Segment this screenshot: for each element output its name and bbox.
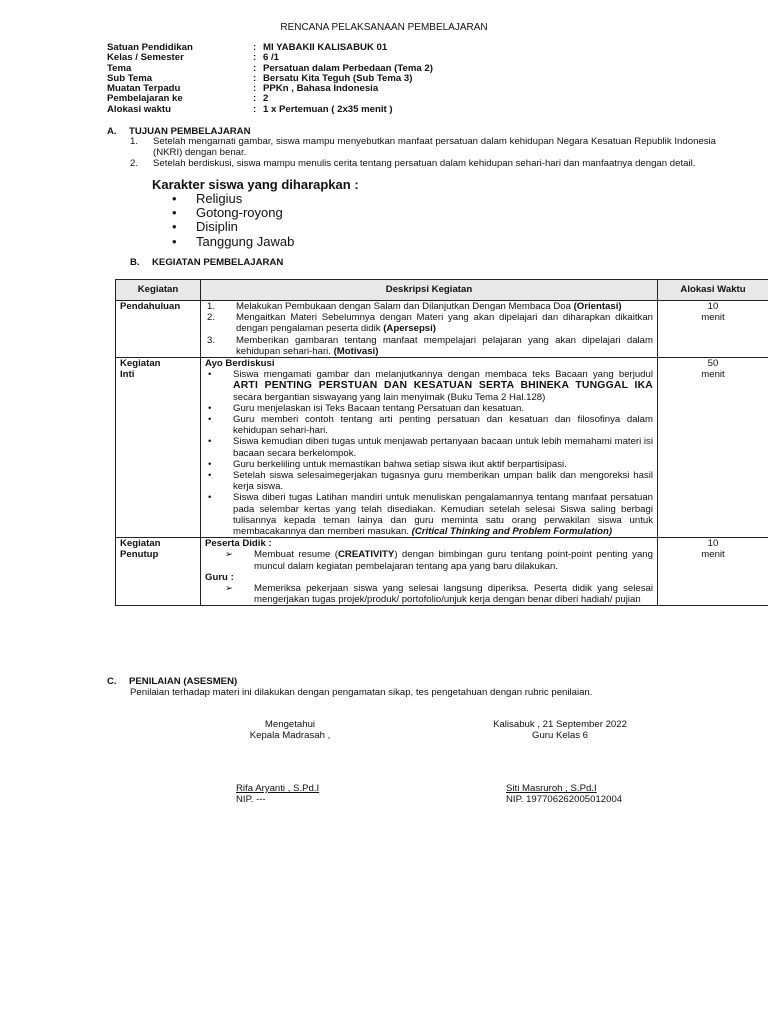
bullet-icon: • bbox=[208, 470, 212, 482]
karakter-text: Religius bbox=[196, 191, 243, 206]
row-label bbox=[116, 538, 201, 606]
step-body: Mengaitkan Materi Sebelumnya dengan Materi yang akan dipelajari dan diharapkan dikaitkan dengan pengalaman peserta didik bbox=[236, 312, 653, 335]
identity-value: 1 x Pertemuan ( 2x35 menit ) bbox=[263, 103, 393, 115]
section-title: TUJUAN PEMBELAJARAN bbox=[129, 126, 251, 137]
section-b-heading bbox=[130, 257, 283, 268]
activity-text bbox=[233, 369, 653, 403]
arrow-bullet-icon: ➢ bbox=[225, 549, 234, 561]
table-row-pendahuluan bbox=[116, 301, 768, 358]
closing-item bbox=[205, 583, 653, 605]
objective-number: 1. bbox=[130, 136, 139, 147]
section-letter: B. bbox=[130, 257, 140, 268]
section-c-heading bbox=[107, 676, 237, 687]
identity-colon: : bbox=[253, 83, 257, 95]
row-label-line: Inti bbox=[120, 369, 135, 381]
header-alokasi: Alokasi Waktu bbox=[658, 280, 768, 301]
step-body: Memberikan gambaran tentang manfaat mempelajari pelajaran yang akan dipelajari dalam kehidupan sehari-hari. bbox=[236, 334, 653, 357]
activity-tag: (Critical Thinking and Problem Formulation) bbox=[411, 526, 613, 538]
identity-label: Satuan Pendidikan bbox=[107, 42, 193, 53]
row-label-line: Penutup bbox=[120, 549, 159, 561]
identity-colon: : bbox=[253, 42, 257, 53]
section-letter: C. bbox=[107, 676, 117, 687]
peserta-heading: Peserta Didik : bbox=[205, 538, 272, 550]
step-tag: (Apersepsi) bbox=[383, 323, 436, 335]
time-value: 10 bbox=[707, 538, 719, 550]
activity-item bbox=[205, 436, 653, 458]
identity-label: Tema bbox=[107, 62, 132, 74]
objectives-list bbox=[130, 136, 716, 170]
row-label bbox=[116, 358, 201, 538]
objective-item bbox=[130, 158, 716, 169]
time-unit: menit bbox=[701, 369, 725, 381]
table-row-penutup bbox=[116, 538, 768, 606]
row-description bbox=[201, 538, 658, 606]
identity-label: Kelas / Semester bbox=[107, 52, 184, 64]
activity-body: Siswa mengamati gambar dan melanjutkannya dengan membaca teks Bacaan yang berjudul bbox=[233, 369, 653, 381]
step-text bbox=[236, 312, 653, 334]
karakter-text: Disiplin bbox=[196, 219, 238, 235]
assessment-text: Penilaian terhadap materi ini dilakukan dengan pengamatan sikap, tes pengetahuan dengan rubric penilaian. bbox=[130, 687, 593, 698]
objective-text: Setelah mengamati gambar, siswa mampu menyebutkan manfaat persatuan dalam kehidupan Negara Kesatuan Republik Indonesia (NKRI) dengan benar. bbox=[153, 136, 716, 159]
identity-block bbox=[107, 43, 433, 115]
table-header-row bbox=[116, 280, 768, 301]
step-item bbox=[205, 335, 653, 357]
bullet-icon: • bbox=[208, 369, 212, 381]
time-value: 10 bbox=[707, 301, 719, 312]
bullet-icon: • bbox=[172, 219, 177, 235]
objective-text: Setelah berdiskusi, siswa mampu menulis cerita tentang persatuan dalam kehidupan sehari-hari dan manfaatnya dengan detail. bbox=[153, 158, 696, 170]
step-text bbox=[236, 301, 653, 312]
activity-text: Guru menjelaskan isi Teks Bacaan tentang Persatuan dan kesatuan. bbox=[233, 402, 525, 414]
section-letter: A. bbox=[107, 126, 117, 137]
identity-colon: : bbox=[253, 52, 257, 64]
karakter-list bbox=[172, 192, 294, 249]
identity-label: Pembelajaran ke bbox=[107, 93, 183, 105]
step-body: Melakukan Pembukaan dengan Salam dan Dilanjutkan Dengan Membaca Doa bbox=[236, 301, 574, 312]
karakter-item bbox=[172, 192, 294, 206]
identity-colon: : bbox=[253, 72, 257, 84]
activity-body: Siswa diberi tugas Latihan mandiri untuk menuliskan pengalamannya tentang manfaat persatuan pada selembar kertas yang telah disediakan. Kemudian setelah selesai Siswa saling berbagi tulisannya kepada teman lainya dan guru meminta satu orang perwakilan siswa untuk membacakannya dan memberi masukan. bbox=[233, 492, 653, 538]
sign-left-line1: Mengetahui bbox=[264, 719, 316, 730]
identity-label: Sub Tema bbox=[107, 72, 153, 84]
step-item bbox=[205, 301, 653, 312]
bullet-icon: • bbox=[172, 205, 177, 221]
reading-title: ARTI PENTING PERSTUAN DAN KESATUAN SERTA BHINEKA TUNGGAL IKA bbox=[233, 380, 653, 392]
activity-text bbox=[233, 492, 653, 537]
identity-colon: : bbox=[253, 93, 257, 105]
step-number: 1. bbox=[207, 301, 216, 312]
closing-emphasis: CREATIVITY bbox=[338, 549, 395, 561]
identity-colon: : bbox=[253, 62, 257, 74]
sign-right-line1: Kalisabuk , 21 September 2022 bbox=[493, 719, 627, 730]
closing-body: ) dengan bimbingan guru tentang point-point penting yang muncul dalam kegiatan pembelajaran tentang apa yang baru dilakukan. bbox=[254, 549, 653, 572]
time-value: 50 bbox=[707, 358, 719, 370]
row-label-line: Kegiatan bbox=[120, 538, 161, 550]
identity-value: MI YABAKII KALISABUK 01 bbox=[263, 42, 388, 53]
step-tag: (Orientasi) bbox=[573, 301, 622, 312]
activity-item bbox=[205, 492, 653, 537]
table-row-inti bbox=[116, 358, 768, 538]
bullet-icon: • bbox=[172, 233, 177, 249]
identity-row-alokasi bbox=[107, 105, 433, 115]
step-text bbox=[236, 335, 653, 357]
time-unit: menit bbox=[701, 549, 725, 561]
identity-value: PPKn , Bahasa Indonesia bbox=[263, 83, 379, 95]
guru-heading: Guru : bbox=[205, 571, 234, 583]
identity-label: Muatan Terpadu bbox=[107, 83, 181, 95]
activity-text: Guru memberi contoh tentang arti penting persatuan dan kesatuan dan filosofinya dalam kehidupan sehari-hari. bbox=[233, 414, 653, 437]
row-description bbox=[201, 358, 658, 538]
objective-item bbox=[130, 136, 716, 158]
bullet-icon: • bbox=[208, 402, 212, 414]
teacher-name: Siti Masruroh , S.Pd.I bbox=[506, 783, 597, 794]
sign-left-line2: Kepala Madrasah , bbox=[249, 730, 331, 741]
closing-body: Membuat resume ( bbox=[254, 549, 338, 561]
karakter-item bbox=[172, 206, 294, 220]
row-label: Pendahuluan bbox=[116, 301, 201, 358]
document-title: RENCANA PELAKSANAAN PEMBELAJARAN bbox=[280, 22, 488, 33]
activity-text: Siswa kemudian diberi tugas untuk menjawab pertanyaan bacaan untuk lebih memahami materi isi bacaan secara berkelompok. bbox=[233, 436, 653, 459]
header-deskripsi: Deskripsi Kegiatan bbox=[201, 280, 658, 301]
objective-number: 2. bbox=[130, 158, 139, 170]
identity-colon: : bbox=[253, 103, 257, 115]
activity-item bbox=[205, 403, 653, 414]
row-label-line: Kegiatan bbox=[120, 358, 161, 370]
headmaster-nip: NIP. --- bbox=[236, 794, 266, 805]
identity-value: Persatuan dalam Perbedaan (Tema 2) bbox=[263, 62, 433, 74]
identity-label: Alokasi waktu bbox=[107, 103, 171, 115]
activities-table bbox=[115, 279, 768, 606]
bullet-icon: • bbox=[208, 436, 212, 448]
karakter-text: Gotong-royong bbox=[196, 205, 283, 221]
step-number: 2. bbox=[207, 312, 216, 324]
activity-text: Setelah siswa selesaimegerjakan tugasnya guru memberikan umpan balik dan mengoreksi hasil kerja siswa. bbox=[233, 470, 653, 493]
teacher-nip: NIP. 197706262005012004 bbox=[506, 794, 623, 805]
headmaster-name: Rifa Aryanti , S.Pd.I bbox=[236, 783, 320, 794]
closing-item bbox=[205, 549, 653, 571]
header-kegiatan: Kegiatan bbox=[116, 280, 201, 301]
row-time bbox=[658, 358, 768, 538]
step-item bbox=[205, 312, 653, 334]
karakter-heading: Karakter siswa yang diharapkan : bbox=[152, 177, 359, 192]
section-title: KEGIATAN PEMBELAJARAN bbox=[152, 257, 284, 268]
bullet-icon: • bbox=[208, 458, 212, 470]
bullet-icon: • bbox=[208, 414, 212, 426]
row-description bbox=[201, 301, 658, 358]
karakter-item bbox=[172, 220, 294, 234]
time-unit: menit bbox=[701, 312, 725, 324]
identity-value: 2 bbox=[263, 93, 269, 105]
row-time bbox=[658, 301, 768, 358]
karakter-text: Tanggung Jawab bbox=[196, 233, 295, 249]
activity-item bbox=[205, 459, 653, 470]
bullet-icon: • bbox=[208, 492, 212, 504]
arrow-bullet-icon: ➢ bbox=[225, 583, 234, 595]
step-tag: (Motivasi) bbox=[333, 345, 379, 357]
activity-item bbox=[205, 369, 653, 403]
activity-body: secara bergantian siswayang yang lain menyimak (Buku Tema 2 Hal.128) bbox=[233, 391, 546, 403]
sign-right-line2: Guru Kelas 6 bbox=[532, 730, 588, 741]
activity-item bbox=[205, 414, 653, 436]
activity-item bbox=[205, 470, 653, 492]
identity-value: Bersatu Kita Teguh (Sub Tema 3) bbox=[263, 72, 413, 84]
closing-text bbox=[254, 549, 653, 571]
identity-value: 6 /1 bbox=[263, 52, 280, 64]
bullet-icon: • bbox=[172, 191, 177, 206]
closing-text: Memeriksa pekerjaan siswa yang selesai langsung diperiksa. Peserta didik yang selesai mengerjakan tugas projek/produk/ portofolio/unjuk kerja dengan benar diberi hadiah/ pujian bbox=[254, 583, 653, 606]
section-title: PENILAIAN (ASESMEN) bbox=[129, 676, 238, 687]
activity-text: Guru berkeliling untuk memastikan bahwa setiap siswa ikut aktif berpartisipasi. bbox=[233, 458, 567, 470]
row-time bbox=[658, 538, 768, 606]
step-number: 3. bbox=[207, 334, 216, 346]
activity-subheading: Ayo Berdiskusi bbox=[205, 358, 275, 370]
karakter-item bbox=[172, 235, 294, 249]
